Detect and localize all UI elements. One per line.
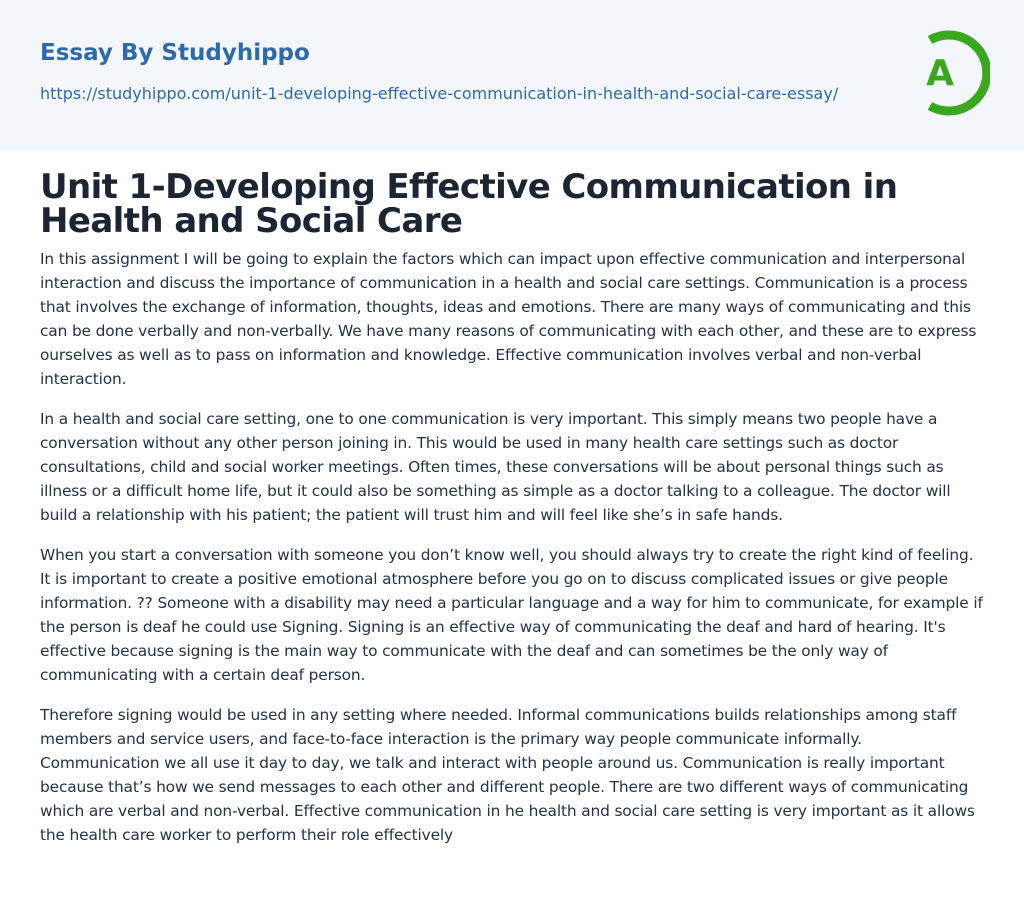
site-header <box>0 0 1024 150</box>
article-paragraph: When you start a conversation with someone you don’t know well, you should always try to create the right kind of feeling. It is important to create a positive emotional atmosphere before you go on to discuss complicated issues or give people information. ?? Someone with a disability may need a particular language and a way for him to communicate, for example if the person is deaf he could use Signing. Signing is an effective way of communicating the deaf and hard of hearing. It's effective because signing is the main way to communicate with the deaf and can sometimes be the only way of communicating with a certain deaf person. <box>40 546 983 684</box>
article-paragraph: In a health and social care setting, one to one communication is very important. This simply means two people have a conversation without any other person joining in. This would be used in many health care settings such as doctor consultations, child and social worker meetings. Often times, these conversations will be about personal things such as illness or a difficult home life, but it could also be something as simple as a doctor talking to a colleague. The doctor will build a relationship with his patient; the patient will trust him and will feel like she’s in safe hands. <box>40 410 951 524</box>
article-paragraph: In this assignment I will be going to explain the factors which can impact upon effective communication and interpersonal interaction and discuss the importance of communication in a health and social care settings. Communication is a process that involves the exchange of information, thoughts, ideas and emotions. There are many ways of communicating and this can be done verbally and non-verbally. We have many reasons of communicating with each other, and these are to express ourselves as well as to pass on information and knowledge. Effective communication involves verbal and non-verbal interaction. <box>40 250 977 388</box>
article <box>0 150 1024 847</box>
studyhippo-logo-icon[interactable] <box>900 28 990 118</box>
site-brand[interactable]: Essay By Studyhippo <box>40 40 310 66</box>
essay-url-link[interactable]: https://studyhippo.com/unit-1-developing-effective-communication-in-health-and-social-care-essay/ <box>40 84 839 103</box>
article-title: Unit 1-Developing Effective Communication in Health and Social Care <box>40 167 898 241</box>
article-paragraph: Therefore signing would be used in any setting where needed. Informal communications builds relationships among staff members and service users, and face-to-face interaction is the primary way people communicate informally. Communication we all use it day to day, we talk and interact with people around us. Communication is really important because that’s how we send messages to each other and different people. There are two different ways of communicating which are verbal and non-verbal. Effective communication in he health and social care setting is very important as it allows the health care worker to perform their role effectively <box>40 706 975 844</box>
logo-letter: A <box>926 53 954 94</box>
